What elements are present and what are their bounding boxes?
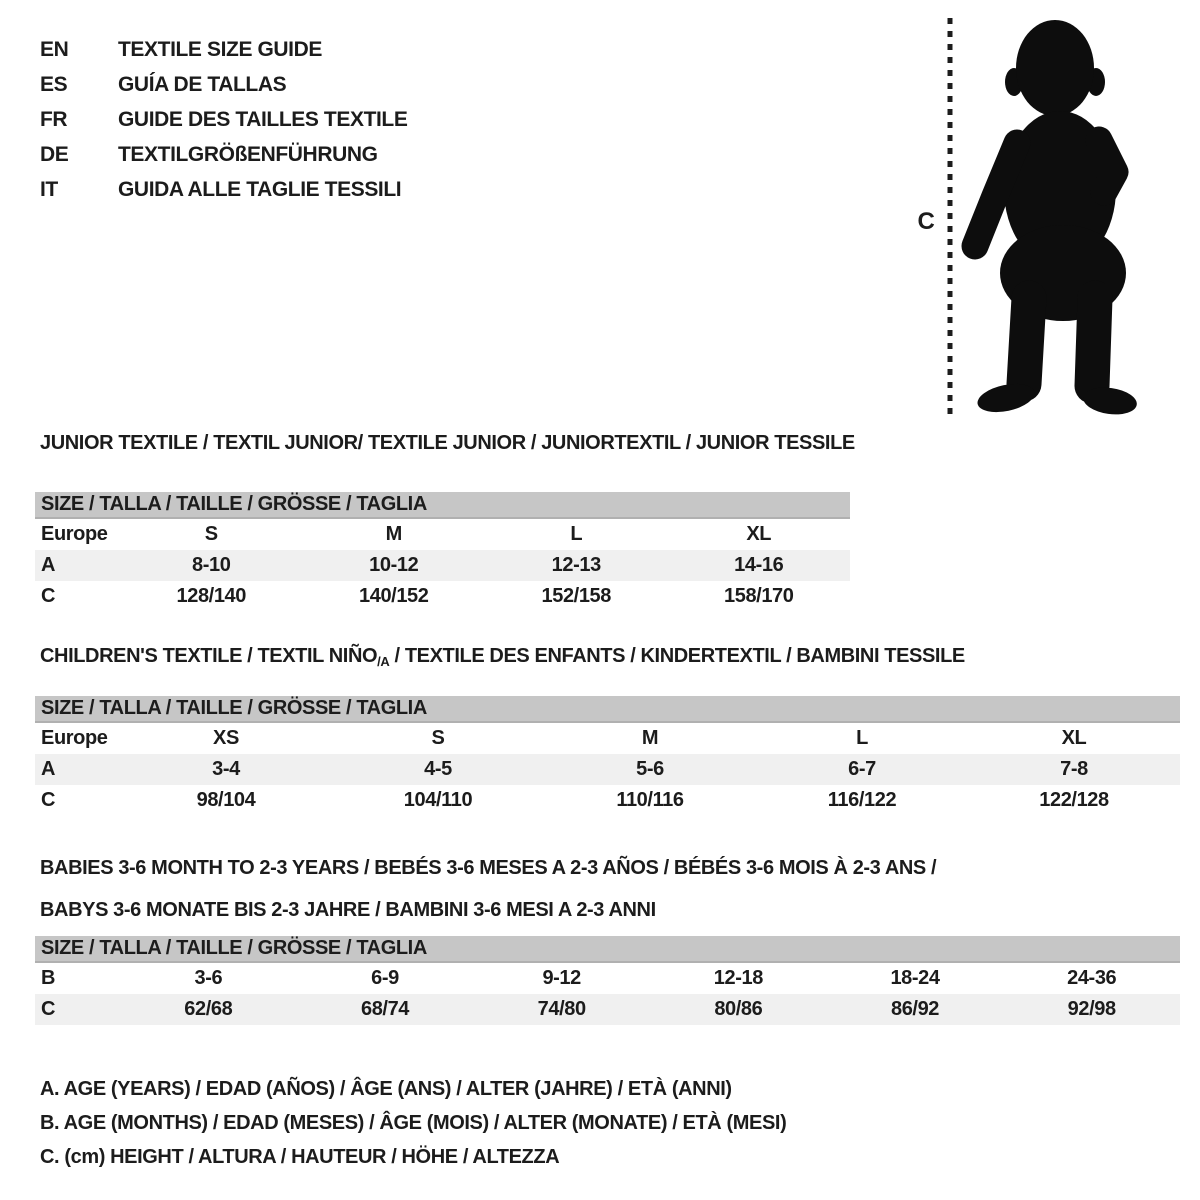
row-label: C (41, 998, 56, 1020)
lang-code-it: IT (40, 178, 58, 201)
row-label: B (41, 967, 56, 989)
table-row (35, 550, 850, 581)
lang-title-es: GUÍA DE TALLAS (118, 73, 287, 96)
lang-code-en: EN (40, 38, 69, 61)
row-label: A (41, 758, 56, 780)
row-value: 6-9 (371, 967, 399, 989)
lang-code-de: DE (40, 143, 69, 166)
height-marker-label: C (917, 208, 935, 235)
row-value: 3-6 (194, 967, 223, 989)
section-babies-textile (35, 850, 1180, 1025)
lang-code-fr: FR (40, 108, 68, 131)
toddler-silhouette (975, 20, 1139, 418)
table-row (35, 785, 1180, 816)
row-value: 12-18 (713, 967, 763, 989)
row-value: 152/158 (541, 585, 611, 607)
row-label: Europe (41, 523, 108, 545)
row-value: 158/170 (724, 585, 794, 607)
children-size-table (35, 696, 1180, 816)
lang-title-en: TEXTILE SIZE GUIDE (118, 38, 322, 61)
table-header: SIZE / TALLA / TAILLE / GRÖSSE / TAGLIA (35, 696, 1180, 723)
row-label: Europe (41, 727, 108, 749)
height-measure-figure (900, 14, 1150, 424)
row-value: 86/92 (890, 998, 940, 1020)
measure-legend (40, 1072, 786, 1174)
lang-title-it: GUIDA ALLE TAGLIE TESSILI (118, 178, 402, 201)
row-value: 122/128 (1039, 789, 1109, 811)
row-value: 92/98 (1067, 998, 1116, 1020)
table-body (35, 519, 850, 612)
row-value: 98/104 (196, 789, 256, 811)
row-value: 104/110 (403, 789, 473, 811)
section-title-sub: /A (377, 654, 390, 669)
section-title-line2: BABYS 3-6 MONATE BIS 2-3 JAHRE / BAMBINI 3-6 MESI A 2-3 ANNI (40, 899, 656, 921)
row-value: 8-10 (192, 554, 231, 576)
section-title-rest: / TEXTILE DES ENFANTS / KINDERTEXTIL / BAMBINI TESSILE (389, 645, 965, 667)
row-value: 140/152 (359, 585, 429, 607)
lang-title-fr: GUIDE DES TAILLES TEXTILE (118, 108, 408, 131)
legend-line-c: C. (cm) HEIGHT / ALTURA / HAUTEUR / HÖHE / ALTEZZA (40, 1146, 560, 1168)
table-row (35, 994, 1180, 1025)
junior-size-table (35, 492, 850, 612)
row-value: M (641, 727, 659, 749)
row-value: 4-5 (424, 758, 452, 780)
row-value: 18-24 (890, 967, 940, 989)
legend-line-a: A. AGE (YEARS) / EDAD (AÑOS) / ÂGE (ANS) / ALTER (JAHRE) / ETÀ (ANNI) (40, 1078, 732, 1100)
row-value: 10-12 (369, 554, 419, 576)
row-value: 6-7 (848, 758, 876, 780)
table-row (35, 519, 850, 550)
row-value: 5-6 (636, 758, 664, 780)
table-body (35, 723, 1180, 816)
row-value: L (570, 523, 583, 545)
row-value: 74/80 (537, 998, 586, 1020)
row-label: C (41, 789, 56, 811)
table-row (35, 963, 1180, 994)
row-value: S (204, 523, 218, 545)
row-value: 62/68 (184, 998, 233, 1020)
row-value: 14-16 (734, 554, 784, 576)
table-row (35, 581, 850, 612)
row-value: M (385, 523, 402, 545)
babies-size-table (35, 936, 1180, 1025)
row-value: 110/116 (616, 789, 684, 811)
row-value: 128/140 (176, 585, 246, 607)
row-label: C (41, 585, 56, 607)
section-junior-textile (35, 432, 855, 612)
row-value: S (431, 727, 445, 749)
row-value: 12-13 (551, 554, 601, 576)
table-row (35, 754, 1180, 785)
section-title (35, 850, 1180, 892)
table-row (35, 723, 1180, 754)
lang-code-es: ES (40, 73, 68, 96)
table-body (35, 963, 1180, 1025)
row-value: 68/74 (360, 998, 410, 1020)
section-title-text: CHILDREN'S TEXTILE / TEXTIL NIÑO (40, 645, 378, 667)
row-value: 116/122 (827, 789, 897, 811)
row-value: 7-8 (1060, 758, 1088, 780)
section-children-textile (35, 645, 1180, 816)
row-value: 3-4 (212, 758, 240, 780)
section-title-text: BABIES 3-6 MONTH TO 2-3 YEARS / BEBÉS 3-6 MESES A 2-3 AÑOS / BÉBÉS 3-6 MOIS À 2-3 ANS / (40, 857, 937, 879)
language-title-list (40, 32, 407, 207)
row-label: A (41, 554, 56, 576)
section-title-text: JUNIOR TEXTILE / TEXTIL JUNIOR/ TEXTILE JUNIOR / JUNIORTEXTIL / JUNIOR TESSILE (40, 432, 855, 454)
legend-line-b: B. AGE (MONTHS) / EDAD (MESES) / ÂGE (MOIS) / ALTER (MONATE) / ETÀ (MESI) (40, 1112, 787, 1134)
row-value: XS (213, 727, 239, 749)
row-value: XL (746, 523, 772, 545)
table-header: SIZE / TALLA / TAILLE / GRÖSSE / TAGLIA (35, 492, 850, 519)
section-title (35, 432, 855, 460)
section-title (35, 645, 1180, 673)
row-value: XL (1061, 727, 1087, 749)
row-value: 24-36 (1067, 967, 1117, 989)
table-header: SIZE / TALLA / TAILLE / GRÖSSE / TAGLIA (35, 936, 1180, 963)
row-value: L (856, 727, 868, 749)
row-value: 9-12 (542, 967, 581, 989)
lang-title-de: TEXTILGRÖßENFÜHRUNG (118, 143, 378, 166)
row-value: 80/86 (714, 998, 763, 1020)
